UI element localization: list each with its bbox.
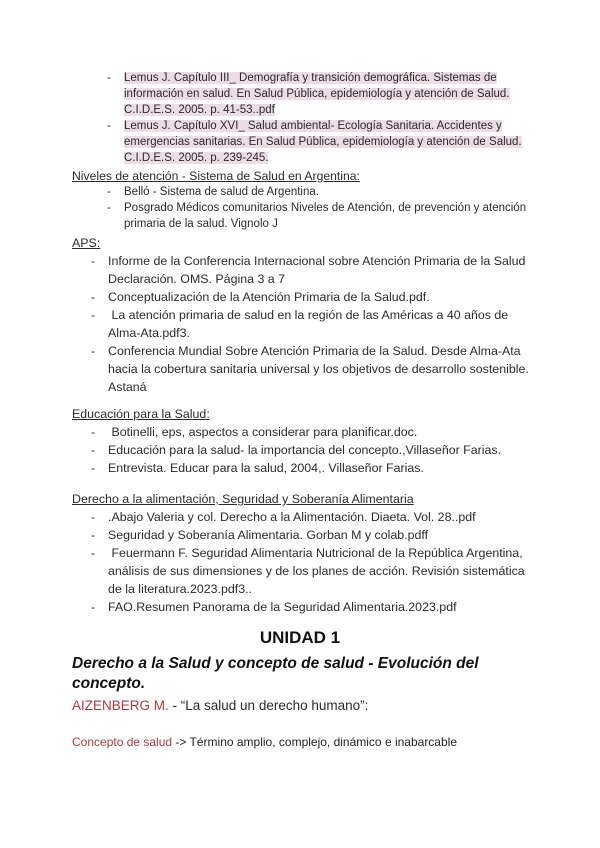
section-heading: Derecho a la alimentación, Seguridad y Soberanía Alimentaria — [72, 492, 414, 506]
concept-line — [72, 735, 457, 749]
unit-title: UNIDAD 1 — [259, 628, 341, 647]
author-title: - “La salud un derecho humano”: — [168, 698, 369, 713]
section-heading: Educación para la Salud: — [72, 407, 210, 421]
list-item: - Informe de la Conferencia Internacional sobre Atención Primaria de la Salud Declaración. OMS. Página 3 a 7 — [72, 252, 530, 288]
author-line — [72, 698, 368, 713]
list-item: - Educación para la salud- la importancia del concepto.,Villaseñor Farias. — [72, 441, 530, 459]
list-item: - FAO.Resumen Panorama de la Seguridad Alimentaria.2023.pdf — [72, 598, 530, 616]
concept-label: Concepto de salud — [72, 735, 173, 749]
list-item: - La atención primaria de salud en la región de las Américas a 40 años de Alma-Ata.pdf3. — [72, 306, 530, 342]
list-item: - Posgrado Médicos comunitarios Niveles de Atención, de prevención y atención primaria de la salud. Vignolo J — [88, 200, 530, 232]
list-item: - Botinelli, eps, aspectos a considerar para planificar.doc. — [72, 423, 530, 441]
author-name: AIZENBERG M. — [72, 698, 169, 713]
section-heading: Niveles de atención - Sistema de Salud en Argentina: — [72, 169, 360, 183]
list-item: - .Abajo Valeria y col. Derecho a la Alimentación. Diaeta. Vol. 28..pdf — [72, 508, 530, 526]
list-item: - Conferencia Mundial Sobre Atención Primaria de la Salud. Desde Alma-Ata hacia la cobertura sanitaria universal y los objetivos de desarrollo sostenible. Astaná — [72, 342, 530, 396]
educacion-section — [72, 405, 530, 477]
list-item: - Conceptualización de la Atención Primaria de la Salud.pdf. — [72, 288, 530, 306]
list-item-text: Lemus J. Capítulo XVI_ Salud ambiental- Ecología Sanitaria. Accidentes y emergencias sanitarias. En Salud Pública, epidemiología y atención de Salud. C.I.D.E.S. 2005. p. 239-245. — [124, 120, 522, 164]
unit-subtitle: Derecho a la Salud y concepto de salud - Evolución del concepto. — [72, 655, 479, 692]
derecho-alimentacion-section — [72, 490, 530, 616]
list-item: - Seguridad y Soberanía Alimentaria. Gorban M y colab.pdff — [72, 526, 530, 544]
concept-text: -> Término amplio, complejo, dinámico e inabarcable — [172, 735, 457, 749]
list-item — [88, 70, 530, 118]
list-item — [88, 118, 530, 166]
niveles-section — [72, 168, 530, 232]
list-item-text: Lemus J. Capítulo III_ Demografía y transición demográfica. Sistemas de información en salud. En Salud Pública, epidemiología y atención de Salud. C.I.D.E.S. 2005. p. 41-53..pdf — [124, 72, 510, 116]
section-heading: APS: — [72, 236, 101, 250]
list-item: - Belló - Sistema de salud de Argentina. — [88, 184, 530, 200]
aps-section — [72, 234, 530, 396]
list-item: - Feuermann F. Seguridad Alimentaria Nutricional de la República Argentina, análisis de sus dimensiones y de los planes de acción. Revisión sistemática de la literatura.2023.pdf3.. — [72, 544, 530, 598]
bibliography-highlighted-section — [72, 70, 530, 166]
list-item: - Entrevista. Educar para la salud, 2004,. Villaseñor Farias. — [72, 459, 530, 477]
